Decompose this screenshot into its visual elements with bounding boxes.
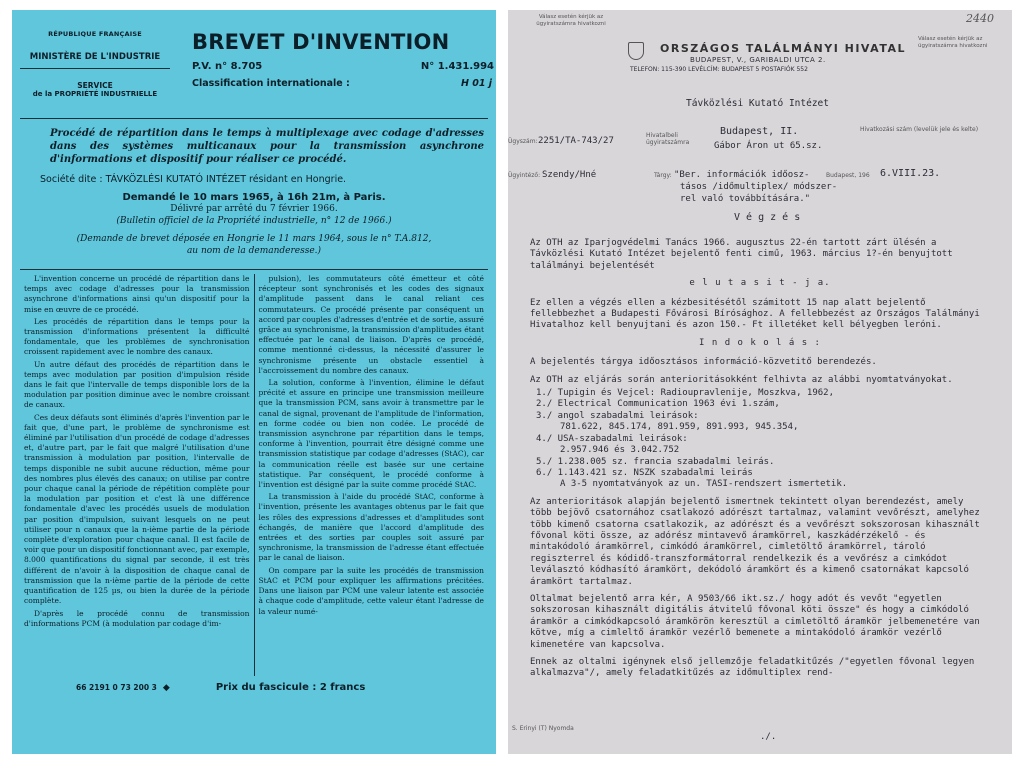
recipient-name: Távközlési Kutató Intézet [686,98,829,109]
subject-line-1: "Ber. információk időosz- [674,170,810,180]
paragraph: D'après le procédé connu de transmission d'informations PCM (à modulation par codage d'im- [24,608,250,628]
invention-title: Procédé de répartition dans le temps à multiplexage avec codage d'adresses dans des systèmes multicanaux pour la transmission asynchrone d'informations et dispositif pour réaliser ce procédé. [50,128,484,165]
delivery-date: Délivré par arrêté du 7 février 1966. [170,204,338,214]
appeal-paragraph: Ez ellen a végzés ellen a kézbesitésétől számitott 15 nap alatt bejelentő fellebbezhet a Budapesti Fővárosi Bírósághoz. A fellebbezést az Országos Találmányi Hivatalhoz kell benyujtani és azon 150.- Ft illetéket kell bélyegben leróni. [530,297,980,331]
decision-paragraph: Az OTH az Iparjogvédelmi Tanács 1966. augusztus 22-én tartott zárt ülésén a Távközlési Kutató Intézet bejelentő fenti cimű, 1963. március 1?-én benyujtott találmányi bejelentését [530,238,953,271]
priority-line-2: au nom de la demanderesse.) [186,246,322,256]
ministry-label: MINISTÈRE DE L'INDUSTRIE [20,52,170,69]
subject-line-2: tásos /időmultiplex/ módszer- [680,182,838,192]
priority-line-1: (Demande de brevet déposée en Hongrie le 11 mars 1964, sous le n° T.A.812, [76,234,432,244]
paragraph: Ces deux défauts sont éliminés d'après l'invention par le fait que, d'une part, le problème de synchronisme est éliminé par l'utilisation d'un procédé de codage d'adresses et, d'autre part, par le fait que malgré l'utilisation d'une transmission à modulation par position, l'intervalle de temps disponible ne subit aucune réduction, même pour des nombres plus élevés des canaux; on utilise par contre pour chaque canal la période de répétition complète pour la modulation par position et c'est là une différence fondamentale d'avec les procédés usuels de modulation par position d'impulsion, suivant lesquels on ne peut utiliser pour n canaux que la n-ième partie de la période complète d'exploration pour chaque canal. Il est facile de voir que pour un dispositif fonctionnant avec, par exemple, 8.000 quantifications du signal par seconde, il est très différent de n'avoir à la disposition de chaque canal de transmission que la n-ième partie de la période de cette quantification de 125 µs, ou bien la durée de la période complète. [24,412,250,606]
paragraph: La transmission à l'aide du procédé StAC, conforme à l'invention, présente les avantages obtenus par le fait que les rôles des expressions d'adresses et d'amplitudes sont échangés, de manière que l'accord d'amplitude des entrées et des sorties par couples soit assuré par synchronisme, la transmission de l'adresse étant effectuée par le canal de liaison. [258,492,484,563]
date-value: 6.VIII.23. [880,168,941,179]
clerk-label: Ügyintéző: [508,172,541,179]
recipient-street: Gábor Áron ut 65.sz. [714,141,823,151]
list-item: 2.957.946 és 3.042.752 [560,445,680,456]
ref-label: Ügyszám: [508,138,538,145]
continuation-mark: ./. [760,732,777,742]
service-label: SERVICE [77,81,113,90]
decision-body [530,238,990,686]
list-item: 2./ Electrical Communication 1963 évi 1.szám, [536,399,780,410]
vegzes-heading: V é g z é s [734,212,801,223]
bulletin-reference: (Bulletin officiel de la Propriété industrielle, n° 12 de 1966.) [116,216,392,226]
print-code: 66 2191 0 73 200 3 [76,683,157,692]
subject-line-3: rel való továbbítására." [680,194,811,204]
subject-label: Tárgy: [654,172,672,179]
ref-value: 2251/TA-743/27 [538,136,614,146]
paragraph: pulsion), les commutateurs côté émetteur et côté récepteur sont synchronisés et les codes des signaux d'amplitude passent dans le canal reliant ces commutateurs. Ce procédé présente par conséquent un accord par couples d'adresses d'entrée et de sortie, assuré grâce au synchronisme, la transmission d'amplitudes étant effectuée par le canal de liaison. D'après ce procédé, comme mentionné ci-dessus, la nécessité d'assurer le synchronisme présente un obstacle essentiel à l'accroissement du nombre des canaux. [258,274,484,375]
own-ref-label: Hivatkozási szám (levelük jele és kelte) [860,126,979,133]
feature-paragraph: Ennek az oltalmi igénynek első jellemzője feladatkitűzés /"egyetlen fővonal legyen alkalmazva"/, amely feladatkitűzés az időmultiplex rend- [530,657,975,679]
filing-date: Demandé le 10 mars 1965, à 16h 21m, à Paris. [122,192,386,203]
applicant: Société dite : TÁVKÖZLÉSI KUTATÓ INTÉZET résidant en Hongrie. [40,174,347,185]
list-item: 3./ angol szabadalmi leirások: [536,410,699,421]
list-item: 4./ USA-szabadalmi leirások: [536,433,688,444]
date-label: Budapest, 196 [826,172,870,179]
claim-paragraph: Oltalmat bejelentő arra kér, A 9503/66 ikt.sz./ hogy adót és vevőt "egyetlen sokszorosan kihasznált digitális átvitelű fővonal köti össze" és hogy a cimkódoló áramkör a cimkódkapcsoló áramkörön keresztül a cimletöltő áramkör jelbemenetére van kötve, míg a cimleltő áramkör vezérlő bemenete a mintakódoló áramkör vezérlő kimenetére van kapcsolva. [530,593,980,650]
handwritten-number: 2440 [966,12,994,25]
reasoning-paragraph: Az anterioritások alapján bejelentő ismertnek tekintett olyan berendezést, amely több bejövő csatornához csatlakozó adórészt tartalmaz, valamint vevőrészt, amelyhez több kimenő csatorna csatlakozik, az adórészt és a vevőrészt sokszorosan kihasznált fővonal köti össze, az adórész mintavevő áramkörrel, kaszkádérzékelő - és mintakódoló áramkörrel, cimkódó áramkörrel, cimletöltő áramkörrel, tároló regiszterrel és kódidő-transzformátorral rendelkezik és a vevőrész a cimkódot leválasztó kódhasító áramkört, dekódoló áramkört és a kimenő csatornákat kapcsoló áramkört tartalmaz. [530,496,980,587]
hivatal-label: Hivatalbeli ügyiratszámra [646,132,690,146]
paragraph: On compare par la suite les procédés de transmission StAC et PCM pour expliquer les affirmations précitées. Dans une liaison par PCM une valeur latente est associée à chaque code d'amplitude, cette valeur étant l'adresse de la valeur numé- [258,565,484,616]
letterhead [508,10,1012,80]
office-name: ORSZÁGOS TALÁLMÁNYI HIVATAL [660,42,907,55]
reply-note-left: Válasz esetén kérjük az ügyiratszámra hivatkozni [536,14,606,27]
clerk-value: Szendy/Hné [542,170,597,180]
paragraph: Un autre défaut des procédés de répartition dans le temps avec modulation par position d'impulsion réside dans le fait que l'intervalle de temps disponible lors de la modulation par position diminue avec le nombre croissant de canaux. [24,359,250,410]
property-label: de la PROPRIÉTÉ INDUSTRIELLE [32,90,158,98]
paragraph: Les procédés de répartition dans le temps pour la transmission d'informations présentent la difficulté fondamentale, que les problèmes de synchronisation croissent rapidement avec le nombre des canaux. [24,316,250,357]
indokolas-heading: I n d o k o l á s : [699,337,821,348]
hungarian-office-document [508,10,1012,754]
anteriority-intro: Az OTH az eljárás során anterioritásokként felhivta az alábbi nyomtatványokat. [530,374,953,385]
list-item: 1./ Tupigin és Vejcel: Radioupravlenije, Moszkva, 1962, [536,388,835,399]
printer-footer: S. Erinyi (T) Nyomda [512,725,574,732]
diamond-icon: ◆ [162,682,170,693]
body-column-left [20,274,255,676]
list-item: 5./ 1.238.005 sz. francia szabadalmi leirás. [536,456,775,467]
recipient-city: Budapest, II. [720,126,799,137]
paragraph: La solution, conforme à l'invention, élimine le défaut précité et assure en principe une transmission meilleure que la transmission PCM, sans avoir à transmettre par le canal de signal, provenant de l'amplitude de l'information, en forme codée ou bien non codée. Le procédé de transmission asynchrone par répartition dans le temps, conforme à l'invention, pourrait être désigné comme une transmission statistique par codage d'adresses (StAC), car la communication réelle est basée sur une certaine statistique. Par conséquent, le procédé conforme à l'invention est désigné par la suite comme procédé StAC. [258,378,484,490]
classification-label: Classification internationale : [192,78,350,89]
office-address: BUDAPEST, V., GARIBALDI UTCA 2. [690,56,826,64]
paragraph: L'invention concerne un procédé de répartition dans le temps avec codage d'adresses pour la transmission asynchrone d'informations ainsi qu'un dispositif pour la mise en œuvre de ce procédé. [24,274,250,314]
list-item: 6./ 1.143.421 sz. NSZK szabadalmi leirás [536,467,753,478]
patent-header [20,16,494,119]
french-patent-document [12,10,496,754]
office-telephone: TELEFON: 115-390 LEVÉLCÍM: BUDAPEST 5 POSTAFIÓK 552 [630,66,808,73]
classification-code: H 01 j [460,78,492,89]
rejection-line: e l u t a s i t - j a. [689,278,831,289]
patent-body [20,269,488,676]
list-item: A 3-5 nyomtatványok az un. TASI-rendszert ismertetik. [560,479,848,490]
patent-number: N° 1.431.994 [420,61,494,72]
patent-title: BREVET D'INVENTION [192,30,450,54]
coat-of-arms-icon [628,42,644,60]
body-column-right [255,274,489,676]
patent-footer [20,682,488,693]
title-block [170,16,494,118]
price-label: Prix du fascicule : 2 francs [215,682,366,693]
republic-label: RÉPUBLIQUE FRANÇAISE [48,30,142,38]
subject-paragraph: A bejelentés tárgya időosztásos információ-közvetitő berendezés. [530,357,877,368]
pv-number: P.V. n° 8.705 [192,61,263,72]
issuer-block [20,16,170,118]
list-item: 781.622, 845.174, 891.959, 891.993, 945.354, [560,422,799,433]
reply-note-right: Válasz esetén kérjük az ügyiratszámra hivatkozni [918,36,988,49]
